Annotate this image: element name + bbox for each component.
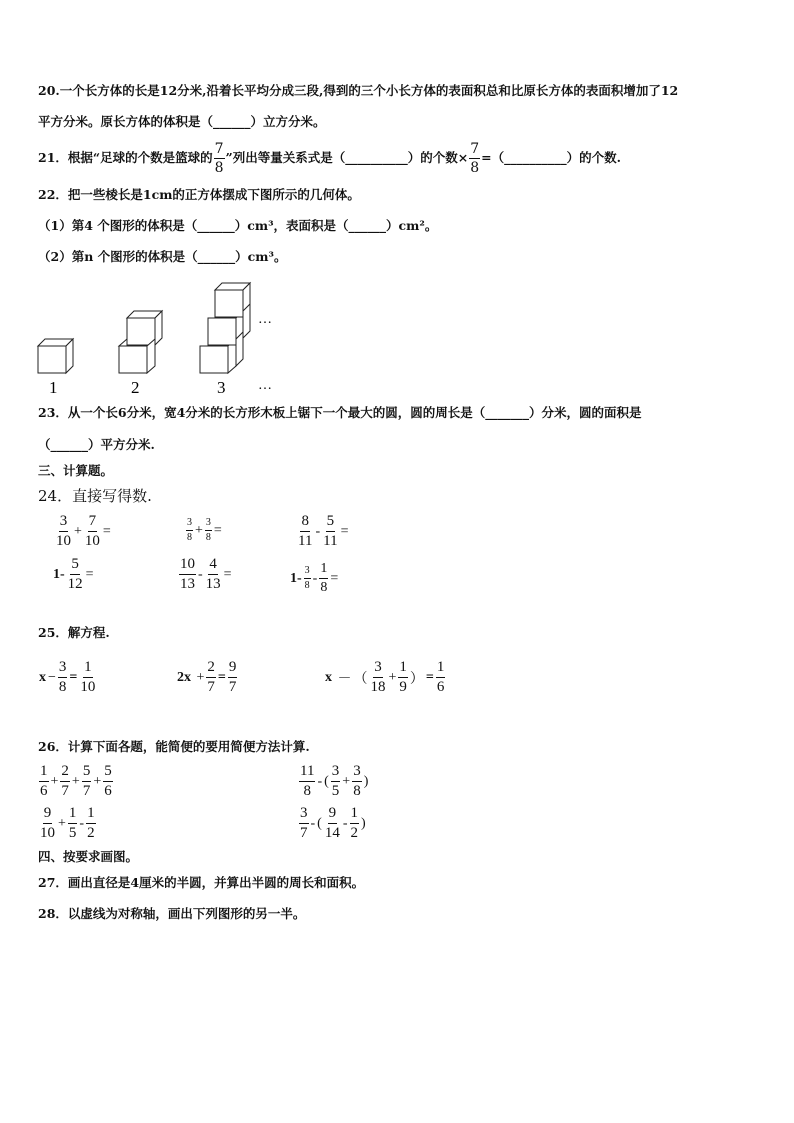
figure-label-3: 3 [217,378,226,397]
q27-text: 27．画出直径是4厘米的半圆，并算出半圆的周长和面积。 [38,875,365,890]
q20-line1: 20.一个长方体的长是12分米,沿着长平均分成三段,得到的三个小长方体的表面积总和比原长方体的表面积增加了12 [38,83,679,98]
q24-item-1: $\frac{3}{10}$ + $\frac{7}{10}$ = [56,513,111,549]
figure-label-1: 1 [49,378,58,397]
q25-equation-3: x － （ $\frac{3}{18}$ + $\frac{1}{9}$ ） = $\frac{1}{6}$ [325,659,445,695]
q26-title: 26．计算下面各题，能简便的要用简便方法计算. [38,739,310,754]
q28-text: 28．以虚线为对称轴，画出下列图形的另一半。 [38,906,306,921]
q22-sub2: （2）第n 个图形的体积是（______）cm³。 [38,249,287,264]
section-four-heading: 四、按要求画图。 [38,849,139,864]
q20-line2: 平方分米。原长方体的体积是（______）立方分米。 [38,114,326,129]
ellipsis-top: … [258,312,272,327]
q26-expression-1: $\frac{1}{6}$ + $\frac{2}{7}$ + $\frac{5}{7}$ + $\frac{5}{6}$ [40,763,112,799]
q21-line [38,140,621,176]
q26-expression-4: $\frac{3}{7}$ - ( $\frac{9}{14}$ - $\frac{1}{2}$ ) [300,805,366,841]
q21-part3: =（__________）的个数. [481,150,621,165]
q26-expression-2: $\frac{11}{8}$ - ( $\frac{3}{5}$ + $\frac{3}{8}$ ) [300,763,369,799]
fraction-7-8: $\frac{7}{8}$ [214,140,224,176]
q23-line2: （______）平方分米. [38,437,155,452]
section-three-heading: 三、计算题。 [38,463,114,478]
q24-item-2: $\frac{3}{8}$ + $\frac{3}{8}$ = [187,517,222,543]
q21-part2: ”列出等量关系式是（__________）的个数× [225,150,469,165]
cube-figure-1 [38,339,73,373]
q22-stem: 22．把一些棱长是1cm的正方体摆成下图所示的几何体。 [38,187,360,202]
figure-label-2: 2 [131,378,140,397]
q24-item-5: $\frac{10}{13}$ - $\frac{4}{13}$ = [180,556,232,592]
cube-stack-figure [34,276,294,398]
q23-line1: 23．从一个长6分米，宽4分米的长方形木板上锯下一个最大的圆，圆的周长是（_______）分米，圆的面积是 [38,405,642,420]
fraction-7-8-b: $\frac{7}{8}$ [470,140,480,176]
cube-figure-2 [119,311,162,373]
q21-part1: 21．根据“足球的个数是篮球的 [38,150,213,165]
q24-item-4: 1- $\frac{5}{12}$ = [53,556,94,592]
q22-sub1: （1）第4 个图形的体积是（______）cm³，表面积是（______）cm²。 [38,218,438,233]
q25-title: 25．解方程. [38,625,110,640]
q24-item-3: $\frac{8}{11}$ - $\frac{5}{11}$ = [298,513,349,549]
cube-figure-3 [200,283,250,373]
q25-equation-1: x − $\frac{3}{8}$ = $\frac{1}{10}$ [39,659,96,695]
q24-item-6: 1- $\frac{3}{8}$ - $\frac{1}{8}$ = [290,561,339,595]
q25-equation-2: 2x + $\frac{2}{7}$ = $\frac{9}{7}$ [177,659,237,695]
ellipsis-bottom: … [258,378,272,393]
q26-expression-3: $\frac{9}{10}$ + $\frac{1}{5}$ - $\frac{1}{2}$ [40,805,95,841]
q24-title: 24．直接写得数. [38,487,152,505]
